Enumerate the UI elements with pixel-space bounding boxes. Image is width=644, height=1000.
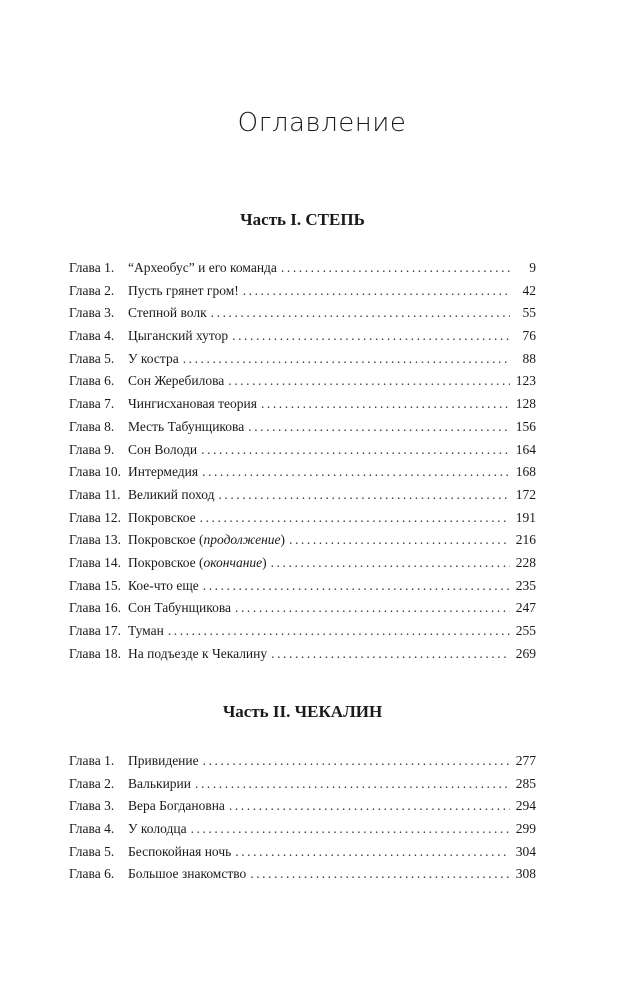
chapter-label: Глава 9.	[69, 441, 115, 457]
chapter-title	[128, 841, 231, 864]
chapter-label: Глава 14.	[69, 554, 121, 570]
chapter-title-text: У костра	[128, 350, 179, 366]
chapter-label: Глава 11.	[69, 486, 121, 502]
chapter-title	[128, 818, 187, 841]
chapter-title	[128, 393, 257, 416]
chapter-title-text: Валькирии	[128, 775, 191, 791]
dot-leader	[235, 841, 510, 864]
toc-entry[interactable]	[69, 750, 536, 773]
dot-leader	[203, 750, 510, 773]
chapter-title-suffix: )	[280, 532, 286, 548]
chapter-title	[128, 773, 191, 796]
dot-leader	[232, 325, 510, 348]
chapter-title	[128, 643, 267, 666]
toc-entry[interactable]	[69, 818, 536, 841]
page-number: 168	[515, 464, 536, 480]
dot-leader	[289, 529, 510, 552]
page-number: 191	[515, 509, 536, 525]
chapter-title	[128, 484, 214, 507]
page-number: 304	[515, 843, 536, 859]
page-number: 247	[515, 600, 536, 616]
toc-entry[interactable]	[69, 416, 536, 439]
toc-entry[interactable]	[69, 575, 536, 598]
toc-entry[interactable]	[69, 552, 536, 575]
chapter-label: Глава 18.	[69, 645, 121, 661]
page-number: 123	[515, 373, 536, 389]
part-section	[69, 702, 536, 886]
dot-leader	[229, 795, 510, 818]
dot-leader	[228, 370, 510, 393]
page-number: 216	[515, 532, 536, 548]
chapter-title-text: На подъезде к Чекалину	[128, 645, 268, 661]
dot-leader	[191, 818, 510, 841]
chapter-title	[128, 280, 239, 303]
page-number: 308	[515, 866, 536, 882]
dot-leader	[248, 416, 510, 439]
chapter-title-text: Покровское (	[128, 554, 204, 570]
dot-leader	[201, 439, 510, 462]
chapter-title-text: Вера Богдановна	[128, 798, 225, 814]
toc-entry[interactable]	[69, 507, 536, 530]
toc-entry[interactable]	[69, 863, 536, 886]
chapter-label: Глава 1.	[69, 260, 115, 275]
chapter-list	[69, 750, 536, 886]
toc-entry[interactable]	[69, 795, 536, 818]
page-number: 299	[515, 821, 536, 837]
page-number: 88	[522, 350, 536, 366]
toc-entry[interactable]	[69, 643, 536, 666]
toc-entry[interactable]	[69, 370, 536, 393]
toc-entry[interactable]	[69, 325, 536, 348]
dot-leader	[243, 280, 510, 303]
chapter-title	[128, 575, 199, 598]
chapter-title-text: Сон Табунщикова	[128, 600, 232, 616]
chapter-title-text: У колодца	[128, 821, 187, 837]
page-number: 294	[515, 798, 536, 814]
chapter-title-text: Сон Володи	[128, 441, 198, 457]
chapter-title	[128, 461, 198, 484]
dot-leader	[281, 257, 510, 280]
dot-leader	[218, 484, 510, 507]
part-heading: Часть I. СТЕПЬ	[240, 210, 365, 229]
toc-entry[interactable]	[69, 620, 536, 643]
page-number: 156	[515, 418, 536, 434]
dot-leader	[211, 302, 510, 325]
chapter-label: Глава 10.	[69, 464, 121, 480]
chapter-label: Глава 6.	[69, 373, 115, 389]
chapter-title	[128, 529, 285, 552]
chapter-label: Глава 5.	[69, 350, 115, 366]
toc-entry[interactable]	[69, 597, 536, 620]
chapter-label: Глава 6.	[69, 866, 115, 882]
dot-leader	[261, 393, 510, 416]
page-number: 76	[522, 328, 536, 344]
chapter-label: Глава 8.	[69, 418, 115, 434]
toc-entry[interactable]	[69, 484, 536, 507]
chapter-label: Глава 3.	[69, 798, 115, 814]
page-number: 228	[515, 554, 536, 570]
chapter-label: Глава 7.	[69, 396, 115, 412]
chapter-title	[128, 439, 197, 462]
chapter-label: Глава 1.	[69, 753, 115, 768]
chapter-label: Глава 4.	[69, 328, 115, 344]
toc-entry[interactable]	[69, 280, 536, 303]
chapter-title-text: Интермедия	[128, 464, 199, 480]
chapter-label: Глава 12.	[69, 509, 121, 525]
chapter-label: Глава 16.	[69, 600, 121, 616]
chapter-title-text: Кое-что еще	[128, 577, 199, 593]
dot-leader	[168, 620, 510, 643]
chapter-title-text: Покровское	[128, 509, 196, 525]
toc-entry[interactable]	[69, 529, 536, 552]
chapter-title	[128, 325, 228, 348]
chapter-title	[128, 348, 179, 371]
chapter-title-text: Беспокойная ночь	[128, 843, 232, 859]
dot-leader	[235, 597, 510, 620]
page-number: 255	[515, 623, 536, 638]
page-number: 42	[522, 282, 536, 298]
dot-leader	[183, 348, 510, 371]
chapter-title	[128, 750, 199, 773]
toc-entry[interactable]	[69, 257, 536, 280]
page-number: 9	[529, 260, 536, 275]
chapter-title-italic: продолжение	[203, 532, 281, 548]
chapter-title-text: Привидение	[128, 753, 199, 768]
page-number: 164	[515, 441, 536, 457]
chapter-label: Глава 15.	[69, 577, 121, 593]
dot-leader	[271, 552, 510, 575]
toc-entry[interactable]	[69, 773, 536, 796]
toc-entry[interactable]	[69, 439, 536, 462]
page-number: 128	[515, 396, 536, 412]
toc-entry[interactable]	[69, 348, 536, 371]
toc-entry[interactable]	[69, 841, 536, 864]
chapter-title	[128, 795, 225, 818]
dot-leader	[271, 643, 510, 666]
page-number: 172	[515, 486, 536, 502]
page-number: 269	[515, 645, 536, 661]
chapter-title	[128, 863, 246, 886]
chapter-label: Глава 2.	[69, 775, 115, 791]
chapter-label: Глава 3.	[69, 305, 115, 321]
chapter-title-text: Большое знакомство	[128, 866, 247, 882]
chapter-title	[128, 302, 207, 325]
chapter-label: Глава 13.	[69, 532, 121, 548]
page-number: 55	[522, 305, 536, 321]
chapter-title-text: Чингисхановая теория	[128, 396, 257, 412]
dot-leader	[250, 863, 510, 886]
toc-entry[interactable]	[69, 302, 536, 325]
page-title: Оглавление	[237, 108, 407, 138]
page-number: 235	[515, 577, 536, 593]
chapter-title	[128, 552, 267, 575]
toc-entry[interactable]	[69, 393, 536, 416]
chapter-label: Глава 17.	[69, 623, 121, 638]
chapter-label: Глава 4.	[69, 821, 115, 837]
dot-leader	[200, 507, 510, 530]
chapter-title	[128, 416, 244, 439]
chapter-title-text: Месть Табунщикова	[128, 418, 245, 434]
dot-leader	[203, 575, 510, 598]
chapter-title	[128, 507, 196, 530]
dot-leader	[202, 461, 510, 484]
chapter-title-text: Сон Жеребилова	[128, 373, 225, 389]
chapter-title-text: Цыганский хутор	[128, 328, 229, 344]
chapter-title-text: Пусть грянет гром!	[128, 282, 239, 298]
chapter-title	[128, 597, 231, 620]
page-number: 277	[515, 753, 536, 768]
part-section	[69, 210, 536, 665]
chapter-label: Глава 5.	[69, 843, 115, 859]
chapter-title-text: Покровское (	[128, 532, 204, 548]
chapter-title	[128, 257, 277, 280]
part-heading: Часть II. ЧЕКАЛИН	[222, 702, 383, 721]
chapter-title-text: Туман	[128, 623, 164, 638]
chapter-title-text: Степной волк	[128, 305, 207, 321]
chapter-title-italic: окончание	[203, 554, 263, 570]
chapter-title-text: “Археобус” и его команда	[128, 260, 277, 275]
chapter-label: Глава 2.	[69, 282, 115, 298]
toc-entry[interactable]	[69, 461, 536, 484]
page-number: 285	[515, 775, 536, 791]
chapter-list	[69, 257, 536, 665]
chapter-title-suffix: )	[262, 554, 267, 570]
chapter-title	[128, 620, 164, 643]
dot-leader	[195, 773, 510, 796]
chapter-title	[128, 370, 224, 393]
chapter-title-text: Великий поход	[128, 486, 215, 502]
